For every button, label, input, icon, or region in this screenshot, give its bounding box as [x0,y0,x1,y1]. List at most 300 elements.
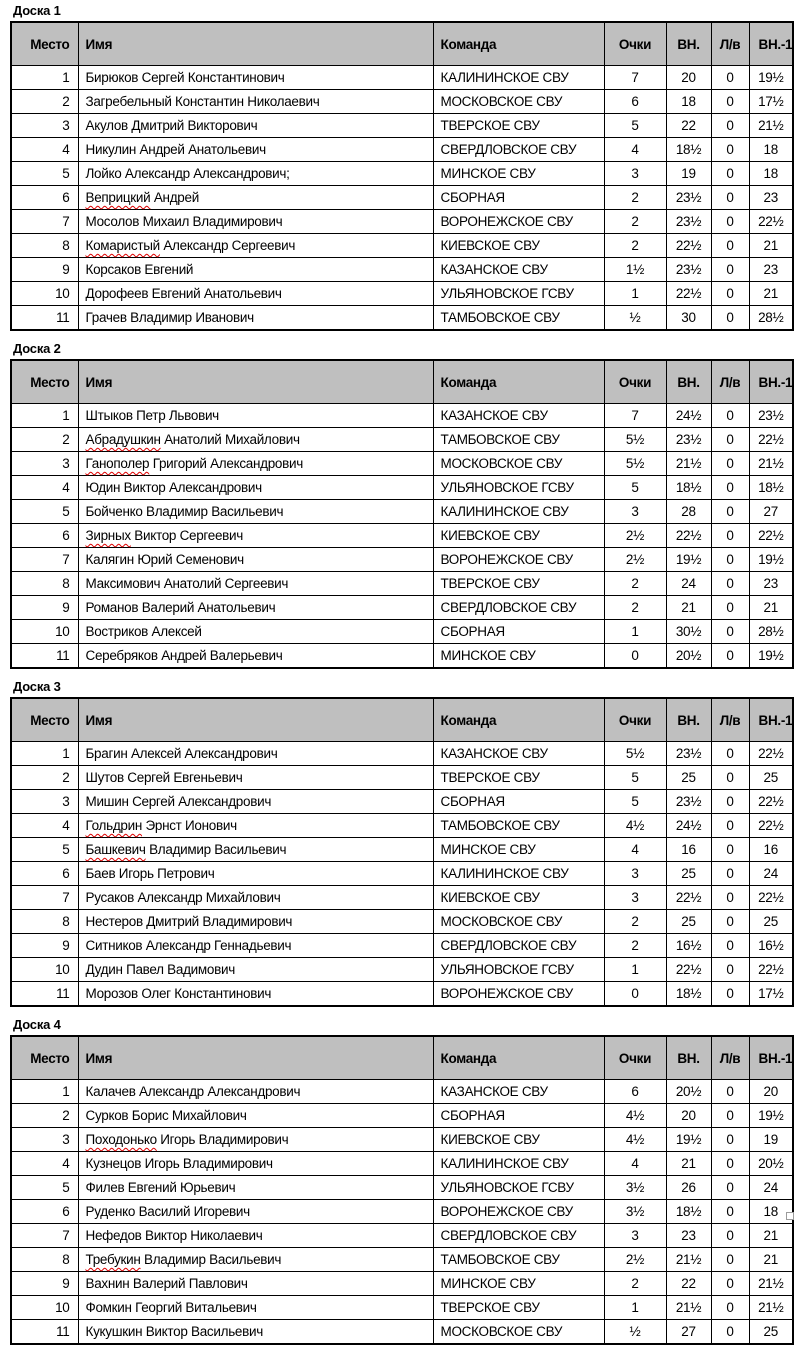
points-cell: 3 [604,886,666,910]
team-cell: ТАМБОВСКОЕ СВУ [433,306,604,331]
bh-cell: 24½ [666,404,711,428]
team-cell: СБОРНАЯ [433,186,604,210]
name-cell: Калягин Юрий Семенович [78,548,433,572]
col-header-points: Очки [604,360,666,404]
team-cell: МИНСКОЕ СВУ [433,162,604,186]
col-header-place: Место [11,698,78,742]
bh1-cell: 18 [749,162,793,186]
bh-cell: 23½ [666,790,711,814]
bh1-cell: 18 [749,138,793,162]
place-cell: 3 [11,114,78,138]
place-cell: 6 [11,186,78,210]
bh1-cell: 24 [749,1176,793,1200]
table-row [11,258,793,282]
lv-cell: 0 [711,1200,749,1224]
misspelled-word: Требукин [85,1252,141,1267]
bh-cell: 20½ [666,1080,711,1104]
bh-cell: 16½ [666,934,711,958]
object-anchor-handle[interactable] [786,1212,794,1220]
bh1-cell: 19½ [749,1104,793,1128]
place-cell: 4 [11,476,78,500]
bh-cell: 25 [666,862,711,886]
points-cell: ½ [604,1320,666,1345]
points-cell: 3½ [604,1176,666,1200]
board-title: Доска 1 [13,3,61,18]
board-title: Доска 3 [13,679,61,694]
board-section [10,1018,792,1345]
table-row [11,524,793,548]
col-header-team: Команда [433,360,604,404]
place-cell: 11 [11,1320,78,1345]
bh-cell: 21½ [666,1296,711,1320]
table-row [11,814,793,838]
team-cell: ТВЕРСКОЕ СВУ [433,114,604,138]
col-header-lv: Л/в [711,22,749,66]
name-cell: Калачев Александр Александрович [78,1080,433,1104]
bh-cell: 18½ [666,1200,711,1224]
lv-cell: 0 [711,548,749,572]
points-cell: 3½ [604,1200,666,1224]
table-row [11,886,793,910]
bh-cell: 22 [666,114,711,138]
col-header-lv: Л/в [711,698,749,742]
table-row [11,476,793,500]
table-row [11,500,793,524]
bh1-cell: 22½ [749,814,793,838]
points-cell: 3 [604,1224,666,1248]
team-cell: КАЗАНСКОЕ СВУ [433,258,604,282]
lv-cell: 0 [711,404,749,428]
place-cell: 8 [11,1248,78,1272]
place-cell: 5 [11,500,78,524]
points-cell: 5 [604,766,666,790]
col-header-place: Место [11,1036,78,1080]
place-cell: 9 [11,934,78,958]
bh1-cell: 21½ [749,452,793,476]
name-cell: Дудин Павел Вадимович [78,958,433,982]
misspelled-word: Комаристый [85,238,160,253]
lv-cell: 0 [711,1128,749,1152]
bh1-cell: 16½ [749,934,793,958]
table-row [11,1104,793,1128]
header-row [11,698,793,742]
table-row [11,958,793,982]
bh1-cell: 21 [749,596,793,620]
table-row [11,644,793,669]
table-row [11,114,793,138]
points-cell: 3 [604,500,666,524]
place-cell: 11 [11,306,78,331]
team-cell: СБОРНАЯ [433,790,604,814]
table-row [11,1224,793,1248]
points-cell: 2 [604,234,666,258]
bh1-cell: 27 [749,500,793,524]
misspelled-word: Гольдрин [85,818,143,833]
points-cell: 4 [604,138,666,162]
points-cell: 5½ [604,452,666,476]
place-cell: 4 [11,814,78,838]
results-table [10,359,794,669]
col-header-place: Место [11,22,78,66]
misspelled-word: Абрадушкин [85,432,161,447]
table-row [11,1152,793,1176]
table-row [11,1248,793,1272]
bh1-cell: 21½ [749,1272,793,1296]
points-cell: 4½ [604,814,666,838]
team-cell: СВЕРДЛОВСКОЕ СВУ [433,596,604,620]
place-cell: 3 [11,790,78,814]
bh-cell: 25 [666,910,711,934]
lv-cell: 0 [711,1176,749,1200]
bh1-cell: 21½ [749,114,793,138]
place-cell: 3 [11,452,78,476]
name-cell: Акулов Дмитрий Викторович [78,114,433,138]
bh-cell: 20½ [666,644,711,669]
team-cell: МОСКОВСКОЕ СВУ [433,1320,604,1345]
col-header-points: Очки [604,698,666,742]
lv-cell: 0 [711,790,749,814]
col-header-name: Имя [78,1036,433,1080]
name-cell: Башкевич Владимир Васильевич [78,838,433,862]
bh1-cell: 22½ [749,428,793,452]
bh-cell: 22½ [666,958,711,982]
name-cell: Сурков Борис Михайлович [78,1104,433,1128]
team-cell: СВЕРДЛОВСКОЕ СВУ [433,1224,604,1248]
col-header-bh1: ВН.-1 [749,1036,793,1080]
bh-cell: 23½ [666,428,711,452]
place-cell: 10 [11,958,78,982]
bh-cell: 18 [666,90,711,114]
place-cell: 6 [11,1200,78,1224]
name-cell: Грачев Владимир Иванович [78,306,433,331]
team-cell: МИНСКОЕ СВУ [433,644,604,669]
points-cell: 6 [604,90,666,114]
col-header-bh: ВН. [666,360,711,404]
lv-cell: 0 [711,1080,749,1104]
lv-cell: 0 [711,644,749,669]
name-cell: Брагин Алексей Александрович [78,742,433,766]
points-cell: 2½ [604,548,666,572]
lv-cell: 0 [711,90,749,114]
bh-cell: 19½ [666,548,711,572]
points-cell: 5 [604,114,666,138]
bh1-cell: 20 [749,1080,793,1104]
results-table [10,1035,794,1345]
place-cell: 1 [11,404,78,428]
lv-cell: 0 [711,934,749,958]
lv-cell: 0 [711,428,749,452]
bh1-cell: 22½ [749,524,793,548]
lv-cell: 0 [711,524,749,548]
name-cell: Филев Евгений Юрьевич [78,1176,433,1200]
bh-cell: 26 [666,1176,711,1200]
name-cell: Требукин Владимир Васильевич [78,1248,433,1272]
col-header-bh: ВН. [666,698,711,742]
bh-cell: 22½ [666,282,711,306]
lv-cell: 0 [711,66,749,90]
place-cell: 4 [11,1152,78,1176]
bh1-cell: 24 [749,862,793,886]
place-cell: 2 [11,1104,78,1128]
place-cell: 2 [11,766,78,790]
points-cell: 4 [604,1152,666,1176]
col-header-points: Очки [604,22,666,66]
lv-cell: 0 [711,234,749,258]
table-row [11,138,793,162]
place-cell: 7 [11,1224,78,1248]
lv-cell: 0 [711,1152,749,1176]
table-row [11,596,793,620]
table-row [11,862,793,886]
name-cell: Шутов Сергей Евгеньевич [78,766,433,790]
name-cell: Фомкин Георгий Витальевич [78,1296,433,1320]
team-cell: МОСКОВСКОЕ СВУ [433,910,604,934]
bh-cell: 30 [666,306,711,331]
team-cell: ВОРОНЕЖСКОЕ СВУ [433,1200,604,1224]
name-cell: Дорофеев Евгений Анатольевич [78,282,433,306]
table-row [11,210,793,234]
table-row [11,90,793,114]
team-cell: ВОРОНЕЖСКОЕ СВУ [433,210,604,234]
name-cell: Корсаков Евгений [78,258,433,282]
table-row [11,1320,793,1345]
lv-cell: 0 [711,814,749,838]
place-cell: 7 [11,886,78,910]
team-cell: УЛЬЯНОВСКОЕ ГСВУ [433,282,604,306]
lv-cell: 0 [711,476,749,500]
lv-cell: 0 [711,138,749,162]
place-cell: 9 [11,596,78,620]
bh-cell: 21½ [666,1248,711,1272]
bh-cell: 19½ [666,1128,711,1152]
place-cell: 4 [11,138,78,162]
bh-cell: 24½ [666,814,711,838]
lv-cell: 0 [711,1320,749,1345]
name-cell: Лойко Александр Александрович; [78,162,433,186]
name-cell: Бирюков Сергей Константинович [78,66,433,90]
header-row [11,1036,793,1080]
bh-cell: 28 [666,500,711,524]
name-cell: Мишин Сергей Александрович [78,790,433,814]
board-title: Доска 4 [13,1017,61,1032]
points-cell: 5 [604,790,666,814]
name-cell: Морозов Олег Константинович [78,982,433,1007]
points-cell: 1 [604,1296,666,1320]
name-cell: Бойченко Владимир Васильевич [78,500,433,524]
bh1-cell: 25 [749,766,793,790]
table-row [11,910,793,934]
points-cell: 1 [604,282,666,306]
table-row [11,1272,793,1296]
bh1-cell: 22½ [749,958,793,982]
place-cell: 5 [11,1176,78,1200]
misspelled-word: Веприцкий [85,190,151,205]
team-cell: КИЕВСКОЕ СВУ [433,1128,604,1152]
bh-cell: 18½ [666,138,711,162]
place-cell: 3 [11,1128,78,1152]
col-header-team: Команда [433,698,604,742]
points-cell: 4 [604,838,666,862]
header-row [11,22,793,66]
team-cell: МИНСКОЕ СВУ [433,1272,604,1296]
place-cell: 2 [11,90,78,114]
col-header-bh: ВН. [666,1036,711,1080]
bh1-cell: 22½ [749,210,793,234]
place-cell: 6 [11,862,78,886]
name-cell: Максимович Анатолий Сергеевич [78,572,433,596]
place-cell: 6 [11,524,78,548]
name-cell: Загребельный Константин Николаевич [78,90,433,114]
lv-cell: 0 [711,958,749,982]
place-cell: 11 [11,982,78,1007]
place-cell: 10 [11,282,78,306]
team-cell: ВОРОНЕЖСКОЕ СВУ [433,982,604,1007]
points-cell: 0 [604,644,666,669]
team-cell: КИЕВСКОЕ СВУ [433,886,604,910]
name-cell: Русаков Александр Михайлович [78,886,433,910]
lv-cell: 0 [711,162,749,186]
team-cell: УЛЬЯНОВСКОЕ ГСВУ [433,476,604,500]
team-cell: КАЛИНИНСКОЕ СВУ [433,1152,604,1176]
results-body [11,742,793,1007]
table-row [11,234,793,258]
bh1-cell: 23 [749,186,793,210]
points-cell: 2 [604,210,666,234]
bh-cell: 20 [666,66,711,90]
team-cell: ТАМБОВСКОЕ СВУ [433,428,604,452]
col-header-bh1: ВН.-1 [749,698,793,742]
bh1-cell: 19½ [749,548,793,572]
team-cell: ВОРОНЕЖСКОЕ СВУ [433,548,604,572]
table-row [11,1200,793,1224]
name-cell: Романов Валерий Анатольевич [78,596,433,620]
name-cell: Никулин Андрей Анатольевич [78,138,433,162]
bh1-cell: 25 [749,910,793,934]
lv-cell: 0 [711,452,749,476]
bh-cell: 18½ [666,982,711,1007]
place-cell: 5 [11,162,78,186]
col-header-bh1: ВН.-1 [749,360,793,404]
lv-cell: 0 [711,572,749,596]
points-cell: 1 [604,620,666,644]
team-cell: КАЛИНИНСКОЕ СВУ [433,500,604,524]
col-header-bh: ВН. [666,22,711,66]
lv-cell: 0 [711,742,749,766]
col-header-team: Команда [433,1036,604,1080]
lv-cell: 0 [711,982,749,1007]
board-section [10,680,792,1007]
bh-cell: 25 [666,766,711,790]
table-row [11,404,793,428]
lv-cell: 0 [711,1248,749,1272]
table-row [11,452,793,476]
points-cell: 0 [604,982,666,1007]
points-cell: 4½ [604,1104,666,1128]
team-cell: СБОРНАЯ [433,1104,604,1128]
place-cell: 10 [11,620,78,644]
bh1-cell: 18½ [749,476,793,500]
team-cell: СВЕРДЛОВСКОЕ СВУ [433,138,604,162]
bh1-cell: 19½ [749,644,793,669]
team-cell: МОСКОВСКОЕ СВУ [433,452,604,476]
team-cell: КАЛИНИНСКОЕ СВУ [433,862,604,886]
name-cell: Руденко Василий Игоревич [78,1200,433,1224]
bh-cell: 30½ [666,620,711,644]
name-cell: Нестеров Дмитрий Владимирович [78,910,433,934]
name-cell: Востриков Алексей [78,620,433,644]
name-cell: Серебряков Андрей Валерьевич [78,644,433,669]
bh1-cell: 23 [749,258,793,282]
name-cell: Ситников Александр Геннадьевич [78,934,433,958]
lv-cell: 0 [711,1224,749,1248]
bh1-cell: 23 [749,572,793,596]
col-header-team: Команда [433,22,604,66]
lv-cell: 0 [711,1296,749,1320]
table-row [11,1296,793,1320]
points-cell: 2 [604,596,666,620]
table-row [11,162,793,186]
lv-cell: 0 [711,886,749,910]
points-cell: 4½ [604,1128,666,1152]
bh-cell: 22½ [666,524,711,548]
bh-cell: 22½ [666,886,711,910]
bh-cell: 23½ [666,258,711,282]
bh1-cell: 23½ [749,404,793,428]
points-cell: 2 [604,572,666,596]
team-cell: КИЕВСКОЕ СВУ [433,524,604,548]
results-body [11,66,793,331]
name-cell: Вахнин Валерий Павлович [78,1272,433,1296]
table-row [11,1176,793,1200]
points-cell: 7 [604,66,666,90]
lv-cell: 0 [711,838,749,862]
bh-cell: 27 [666,1320,711,1345]
place-cell: 8 [11,234,78,258]
place-cell: 7 [11,548,78,572]
table-row [11,1128,793,1152]
lv-cell: 0 [711,282,749,306]
bh-cell: 21 [666,1152,711,1176]
bh-cell: 22 [666,1272,711,1296]
lv-cell: 0 [711,766,749,790]
table-row [11,428,793,452]
misspelled-word: Башкевич [85,842,146,857]
bh-cell: 22½ [666,234,711,258]
bh-cell: 23 [666,1224,711,1248]
bh-cell: 21 [666,596,711,620]
points-cell: 5½ [604,742,666,766]
results-table [10,21,794,331]
points-cell: 5½ [604,428,666,452]
name-cell: Мосолов Михаил Владимирович [78,210,433,234]
table-row [11,572,793,596]
place-cell: 11 [11,644,78,669]
points-cell: ½ [604,306,666,331]
points-cell: 2½ [604,1248,666,1272]
points-cell: 2 [604,910,666,934]
table-row [11,306,793,331]
name-cell: Гольдрин Эрнст Ионович [78,814,433,838]
table-row [11,1080,793,1104]
points-cell: 3 [604,862,666,886]
name-cell: Походонько Игорь Владимирович [78,1128,433,1152]
place-cell: 7 [11,210,78,234]
points-cell: 1½ [604,258,666,282]
place-cell: 10 [11,1296,78,1320]
points-cell: 5 [604,476,666,500]
table-row [11,982,793,1007]
misspelled-word: Ганополер [85,456,150,471]
